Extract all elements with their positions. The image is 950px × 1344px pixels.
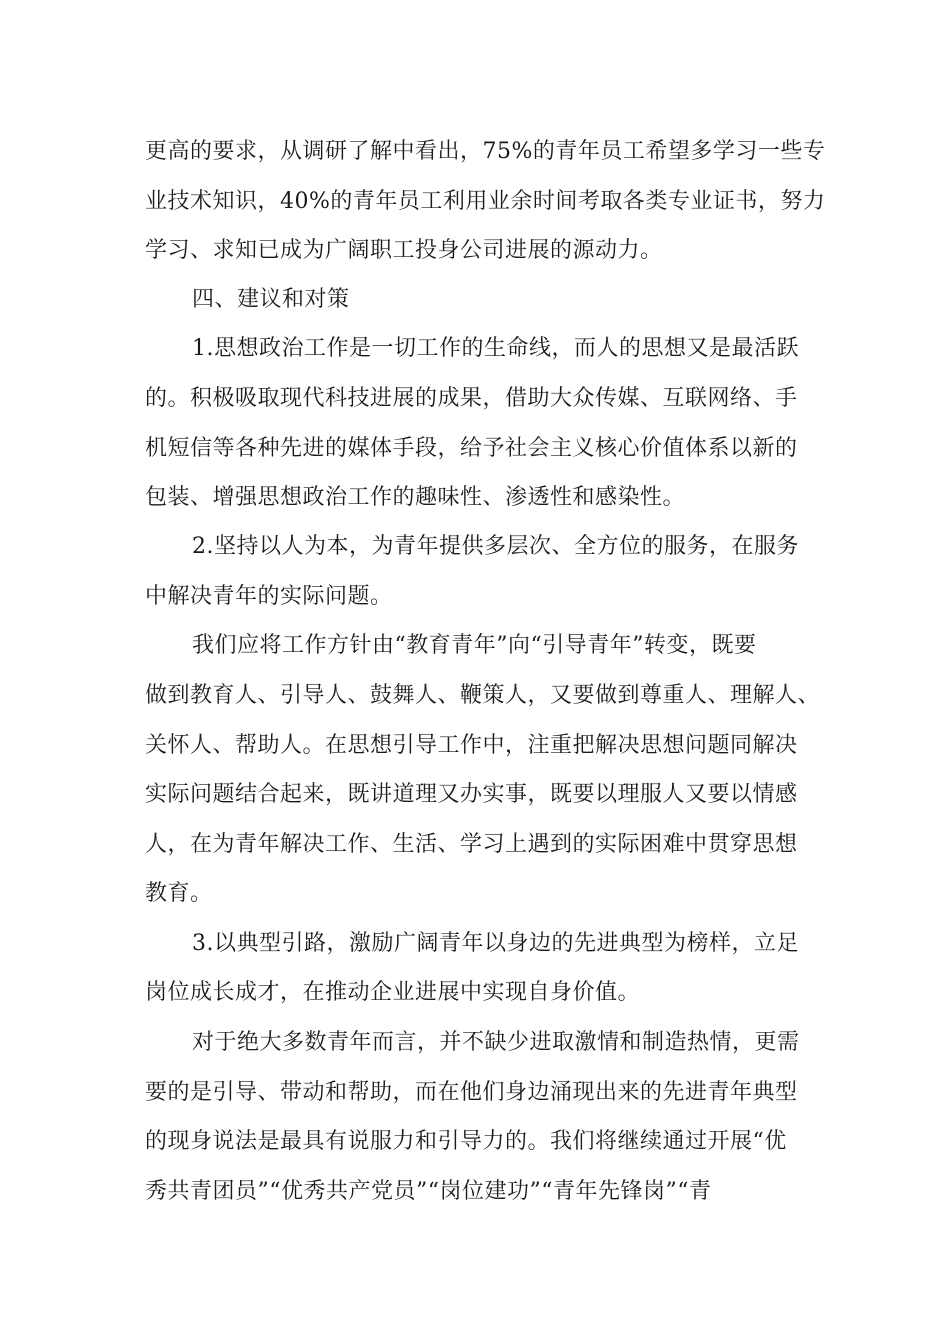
body-text-line: 做到教育人、引导人、鼓舞人、鞭策人，又要做到尊重人、理解人、 xyxy=(145,683,821,708)
body-text-line: 实际问题结合起来，既讲道理又办实事，既要以理服人又要以情感 xyxy=(145,782,798,807)
body-text-line: 机短信等各种先进的媒体手段，给予社会主义核心价值体系以新的 xyxy=(145,436,798,461)
body-text-line: 3.以典型引路，激励广阔青年以身边的先进典型为榜样，立足 xyxy=(192,931,799,956)
body-text-line: 包装、增强思想政治工作的趣味性、渗透性和感染性。 xyxy=(145,485,686,510)
body-text-line: 2.坚持以人为本，为青年提供多层次、全方位的服务，在服务 xyxy=(192,534,799,559)
body-text-line: 更高的要求，从调研了解中看出，75%的青年员工希望多学习一些专 xyxy=(145,139,826,164)
section-heading: 四、建议和对策 xyxy=(192,287,350,312)
body-text-line: 岗位成长成才，在推动企业进展中实现自身价值。 xyxy=(145,980,641,1005)
body-text-line: 中解决青年的实际问题。 xyxy=(145,584,393,609)
body-text-line: 我们应将工作方针由“教育青年”向“引导青年”转变，既要 xyxy=(192,633,757,658)
body-text-line: 教育。 xyxy=(145,881,213,906)
body-text-line: 对于绝大多数青年而言，并不缺少进取激情和制造热情，更需 xyxy=(192,1030,800,1055)
body-text-line: 的现身说法是最具有说服力和引导力的。我们将继续通过开展“优 xyxy=(145,1129,787,1154)
body-text-line: 1.思想政治工作是一切工作的生命线，而人的思想又是最活跃 xyxy=(192,336,799,361)
body-text-line: 的。积极吸取现代科技进展的成果，借助大众传媒、互联网络、手 xyxy=(145,386,798,411)
body-text-line: 人，在为青年解决工作、生活、学习上遇到的实际困难中贯穿思想 xyxy=(145,832,798,857)
body-text-line: 关怀人、帮助人。在思想引导工作中，注重把解决思想问题同解决 xyxy=(145,733,798,758)
body-text-line: 业技术知识，40%的青年员工利用业余时间考取各类专业证书，努力 xyxy=(145,189,826,214)
body-text-line: 要的是引导、带动和帮助，而在他们身边涌现出来的先进青年典型 xyxy=(145,1080,798,1105)
body-text-line: 学习、求知已成为广阔职工投身公司进展的源动力。 xyxy=(145,238,663,263)
body-text-line: 秀共青团员”“优秀共产党员”“岗位建功”“青年先锋岗”“青 xyxy=(145,1179,712,1204)
